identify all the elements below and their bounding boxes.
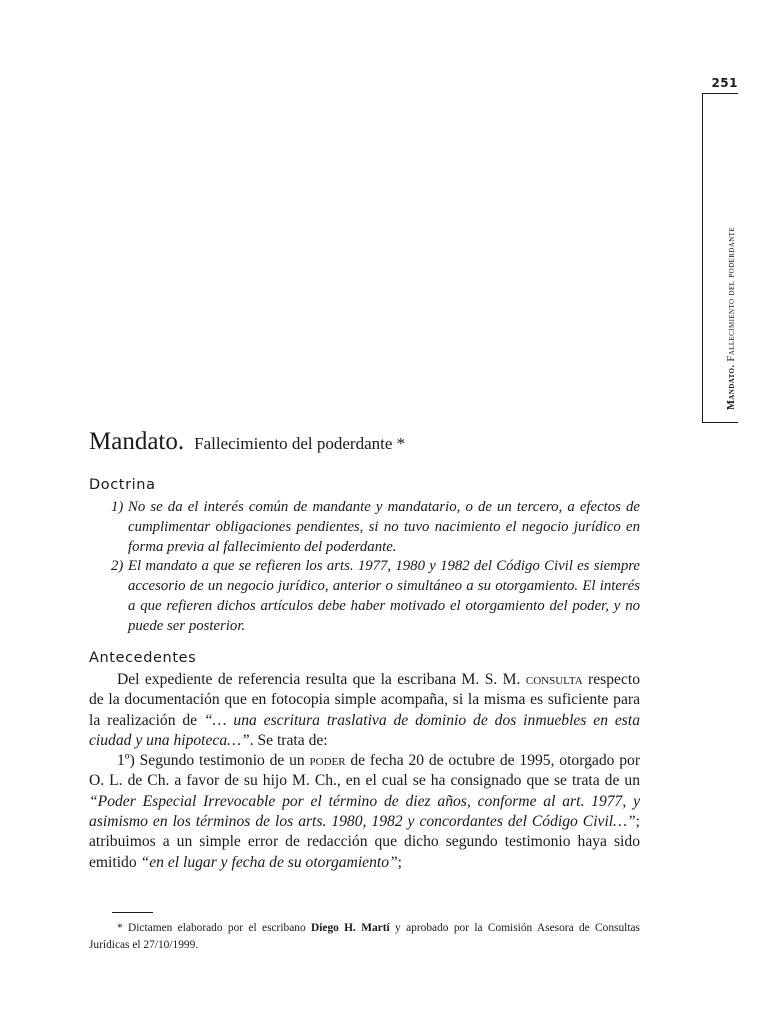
page-number: 251 bbox=[711, 76, 738, 90]
doctrina-item-number: 1) bbox=[111, 499, 124, 515]
doctrina-item-text: El mandato a que se refieren los arts. 1977, 1980 y 1982 del Código Civil es siempre accesorio de un negocio jurídico, anterior o simultáneo a su otorgamiento. El interés a que refieren dichos artículos debe haber motivado el otorgamiento del poder, y no puede ser posterior. bbox=[128, 558, 640, 634]
doctrina-heading: Doctrina bbox=[89, 477, 156, 493]
text-run: . Se trata de: bbox=[249, 731, 328, 749]
text-run: respecto de la documentación que en fotocopia simple acompaña, si la misma es suficiente para la realización de bbox=[89, 671, 640, 729]
paragraph bbox=[89, 670, 640, 751]
footnote-text: y aprobado por la Comisión Asesora de Consultas Jurídicas el 27/10/1999. bbox=[89, 922, 640, 951]
antecedentes-body bbox=[89, 670, 640, 873]
running-head-main: Mandato. bbox=[726, 364, 737, 410]
running-head-sub: Fallecimiento del poderdante bbox=[726, 227, 737, 365]
text-run: ; atribuimos a un simple error de redacción que dicho segundo testimonio haya sido emitido bbox=[89, 813, 640, 871]
paragraph bbox=[89, 751, 640, 873]
doctrina-list bbox=[100, 498, 640, 637]
text-run: Del expediente de referencia resulta que la escribana M. S. M. bbox=[117, 671, 526, 688]
text-run: 1º) Segundo testimonio de un bbox=[117, 752, 310, 770]
doctrina-item-text: No se da el interés común de mandante y mandatario, o de un tercero, a efectos de cumplimentar obligaciones pendientes, si no tuvo nacimiento el negocio jurídico en forma previa al fallecimiento del poderdante. bbox=[128, 499, 640, 555]
footnote bbox=[89, 920, 640, 953]
running-head bbox=[726, 227, 737, 410]
text-run-smallcaps: consulta bbox=[525, 671, 583, 688]
footnote-rule bbox=[112, 912, 153, 913]
doctrina-item bbox=[100, 498, 640, 557]
page-title bbox=[89, 420, 405, 457]
footnote-text: * Dictamen elaborado por el escribano bbox=[117, 922, 311, 934]
title-sub: Fallecimiento del poderdante * bbox=[194, 434, 406, 453]
doctrina-item bbox=[100, 557, 640, 636]
footnote-author: Diego H. Martí bbox=[311, 922, 390, 934]
quote: “en el lugar y fecha de su otorgamiento” bbox=[140, 853, 398, 871]
text-run: ; bbox=[397, 853, 403, 871]
antecedentes-heading: Antecedentes bbox=[89, 650, 197, 666]
doctrina-item-number: 2) bbox=[111, 558, 124, 575]
quote: “Poder Especial Irrevocable por el término de diez años, conforme al art. 1977, y asimismo en los términos de los arts. 1980, 1982 y concordantes del Código Civil…” bbox=[89, 792, 640, 831]
text-run: de fecha 20 de octubre de 1995, otorgado por O. L. de Ch. a favor de su hijo M. Ch., en el cual se ha consignado que se trata de un bbox=[89, 752, 641, 790]
text-run-smallcaps: poder bbox=[309, 752, 346, 770]
quote: “… una escritura traslativa de dominio de dos inmuebles en esta ciudad y una hipoteca…” bbox=[89, 711, 640, 749]
title-main: Mandato. bbox=[89, 428, 185, 455]
